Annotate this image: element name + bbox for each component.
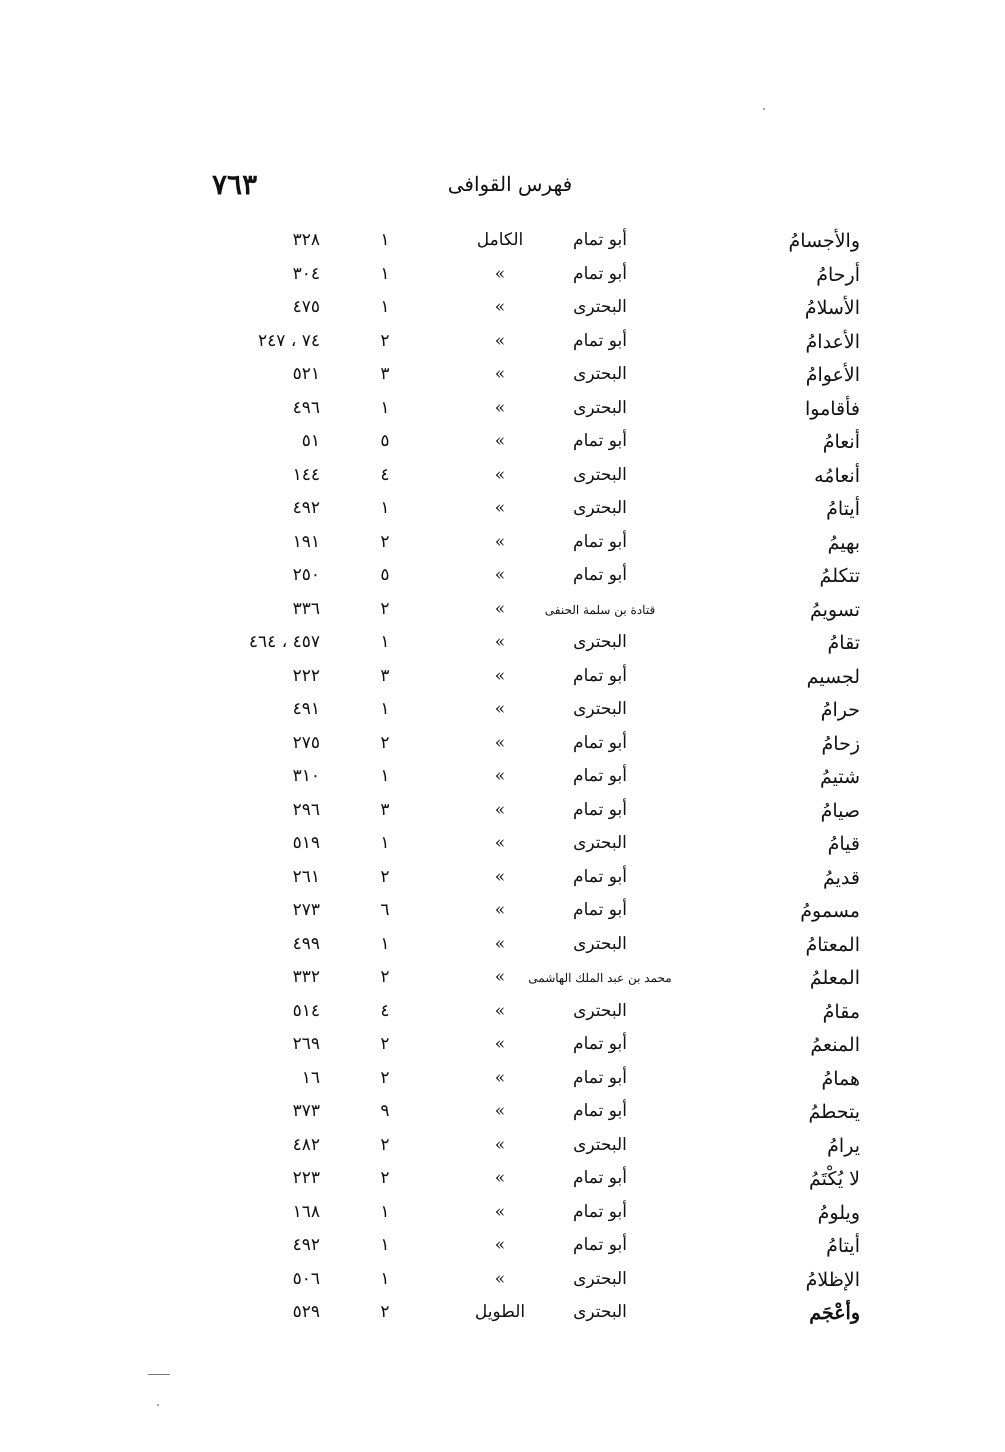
page-refs: ٢٦٩ (292, 1034, 320, 1054)
page-refs: ٢٧٥ (292, 732, 320, 753)
page-refs: ٤٨٢ (292, 1134, 320, 1155)
table-row (200, 1164, 860, 1198)
meter-name: » (494, 498, 506, 518)
meter-name: » (494, 933, 506, 954)
poet-name: أبو تمام (573, 665, 627, 686)
page-number: ٧٦٣ (212, 168, 258, 201)
verse-count: ٣ (380, 665, 390, 686)
poet-name: أبو تمام (573, 230, 627, 250)
verse-count: ٢ (380, 1134, 390, 1155)
table-row (200, 293, 860, 327)
verse-count: ٢ (380, 1168, 390, 1188)
table-row (200, 461, 860, 495)
poet-name: أبو تمام (573, 1168, 627, 1188)
verse-count: ٩ (380, 1101, 390, 1121)
table-row (200, 427, 860, 461)
meter-name: » (494, 1134, 506, 1155)
page-refs: ٤٩٩ (292, 933, 320, 954)
meter-name: » (494, 464, 506, 485)
rhyme-word: يتحطمُ (808, 1101, 860, 1123)
table-row (200, 528, 860, 562)
poet-name: أبو تمام (573, 1101, 627, 1121)
rhyme-word: المعتامُ (805, 933, 860, 956)
rhyme-word: فأقاموا (804, 397, 860, 420)
page-refs: ٤٩٢ (292, 1235, 320, 1255)
meter-name: » (494, 1067, 506, 1088)
verse-count: ١ (380, 498, 390, 518)
page-refs: ٤٩٦ (292, 397, 320, 418)
meter-name: » (494, 1000, 506, 1021)
poet-name: البحترى (573, 833, 627, 853)
verse-count: ٢ (380, 1067, 390, 1088)
verse-count: ١ (380, 699, 390, 719)
meter-name: الكامل (476, 230, 524, 250)
rhyme-word: أيتامُ (826, 1235, 860, 1257)
poet-name: البحترى (573, 397, 627, 418)
page-refs: ٢٢٢ (292, 665, 320, 686)
page-refs: ٥٢٩ (292, 1302, 320, 1322)
speck-mark (157, 1404, 159, 1406)
rhyme-word: تسويمُ (810, 598, 860, 621)
poet-name: البحترى (573, 1000, 627, 1021)
verse-count: ٥ (380, 565, 390, 585)
meter-name: » (494, 1101, 506, 1121)
poet-name: البحترى (573, 933, 627, 954)
table-row (200, 662, 860, 696)
meter-name: » (494, 598, 506, 619)
poet-name: أبو تمام (573, 1235, 627, 1255)
table-row (200, 327, 860, 361)
rhyme-word: الإظلامُ (805, 1268, 860, 1291)
verse-count: ١ (380, 766, 390, 786)
rhyme-word: قيامُ (827, 833, 860, 855)
verse-count: ١ (380, 230, 390, 250)
rhyme-word: بهيمُ (827, 531, 860, 554)
page-refs: ١٦٨ (292, 1201, 320, 1222)
page-refs: ١٩١ (292, 531, 320, 552)
table-row (200, 394, 860, 428)
rhyme-word: لجسيم (806, 665, 860, 688)
meter-name: » (494, 1201, 506, 1222)
rhyme-word: تتكلمُ (819, 565, 860, 587)
meter-name: » (494, 297, 506, 317)
poet-name: أبو تمام (573, 431, 627, 451)
page-refs: ١٤٤ (292, 464, 320, 485)
meter-name: » (494, 699, 506, 719)
rhyme-word: قديمُ (823, 866, 860, 889)
verse-count: ٦ (380, 900, 390, 920)
poet-name: أبو تمام (573, 263, 627, 284)
meter-name: » (494, 967, 506, 987)
table-row (200, 1298, 860, 1332)
poet-name: البحترى (573, 364, 627, 384)
poet-name: أبو تمام (573, 799, 627, 820)
table-row (200, 930, 860, 964)
meter-name: » (494, 364, 506, 384)
page-refs: ٢٥٠ (292, 565, 320, 585)
meter-name: » (494, 263, 506, 284)
poet-name: البحترى (573, 632, 627, 652)
poet-name: البحترى (573, 464, 627, 485)
poet-name: البحترى (573, 297, 627, 317)
table-row (200, 796, 860, 830)
rhyme-word: المعلمُ (809, 967, 860, 989)
meter-name: » (494, 1268, 506, 1289)
verse-count: ١ (380, 833, 390, 853)
verse-count: ١ (380, 297, 390, 317)
table-row (200, 595, 860, 629)
meter-name: » (494, 732, 506, 753)
table-row (200, 695, 860, 729)
table-row (200, 997, 860, 1031)
table-row (200, 1265, 860, 1299)
poet-name: أبو تمام (573, 531, 627, 552)
page-refs: ٢٢٣ (292, 1168, 320, 1188)
verse-count: ٢ (380, 1302, 390, 1322)
page-refs: ٤٩١ (292, 699, 320, 719)
meter-name: » (494, 766, 506, 786)
poet-name: محمد بن عبد الملك الهاشمى (528, 971, 672, 985)
verse-count: ٤ (380, 464, 390, 485)
verse-count: ٢ (380, 330, 390, 351)
table-row (200, 1030, 860, 1064)
poet-name: قتادة بن سلمة الحنفى (544, 602, 656, 617)
poet-name: البحترى (573, 1268, 627, 1289)
poet-name: البحترى (573, 699, 627, 719)
table-row (200, 863, 860, 897)
meter-name: » (494, 866, 506, 887)
verse-count: ١ (380, 1268, 390, 1289)
meter-name: » (494, 431, 506, 451)
rhyme-word: أنعامُه (814, 464, 860, 487)
table-row (200, 260, 860, 294)
poet-name: البحترى (573, 1302, 627, 1322)
table-row (200, 494, 860, 528)
verse-count: ٢ (380, 598, 390, 619)
table-row (200, 1131, 860, 1165)
poet-name: أبو تمام (573, 1067, 627, 1088)
table-row (200, 896, 860, 930)
rhyme-word: تقامُ (827, 632, 860, 654)
verse-count: ٤ (380, 1000, 390, 1021)
table-row (200, 1198, 860, 1232)
page-refs: ٥٢١ (292, 364, 320, 384)
verse-count: ١ (380, 397, 390, 418)
rhyme-word: يرامُ (827, 1134, 860, 1157)
rhyme-word: شتيمُ (819, 766, 860, 788)
page-refs: ١٦ (301, 1067, 320, 1088)
poet-name: البحترى (573, 1134, 627, 1155)
meter-name: » (494, 900, 506, 920)
page-refs: ٥١٩ (292, 833, 320, 853)
verse-count: ٢ (380, 732, 390, 753)
rhyme-word: صيامُ (820, 799, 860, 822)
verse-count: ٥ (380, 431, 390, 451)
verse-count: ٢ (380, 866, 390, 887)
page-refs: ٤٧٥ (292, 297, 320, 317)
table-row (200, 1231, 860, 1265)
meter-name: » (494, 397, 506, 418)
rhyme-word: الأعوامُ (805, 364, 860, 386)
page-refs: ٣٢٨ (292, 230, 320, 250)
rhyme-word: والأجسامُ (788, 230, 860, 252)
verse-count: ٢ (380, 531, 390, 552)
verse-count: ١ (380, 1201, 390, 1222)
page-refs: ٤٥٧ ، ٤٦٤ (248, 632, 320, 652)
page-refs: ٤٩٢ (292, 498, 320, 518)
table-row (200, 226, 860, 260)
meter-name: » (494, 1034, 506, 1054)
rhyme-word: حرامُ (820, 699, 860, 721)
meter-name: » (494, 565, 506, 585)
rhyme-word: أرحامُ (816, 263, 860, 286)
rhyme-word: مقامُ (822, 1000, 860, 1023)
page-refs: ٥٠٦ (292, 1268, 320, 1289)
rhyme-word: أنعامُ (822, 431, 860, 453)
poet-name: أبو تمام (573, 900, 627, 920)
verse-count: ٢ (380, 1034, 390, 1054)
table-row (200, 360, 860, 394)
verse-count: ١ (380, 933, 390, 954)
rhyme-index-table (200, 226, 860, 1332)
rhyme-word: الأعدامُ (805, 330, 860, 353)
table-row (200, 1097, 860, 1131)
page-refs: ٥١٤ (292, 1000, 320, 1021)
page-refs: ٣٧٣ (292, 1101, 320, 1121)
page-refs: ٢٧٣ (292, 900, 320, 920)
rhyme-word: وأعْجَم (809, 1302, 860, 1324)
page-refs: ٥١ (301, 431, 320, 451)
poet-name: أبو تمام (573, 866, 627, 887)
poet-name: أبو تمام (573, 732, 627, 753)
verse-count: ٢ (380, 967, 390, 987)
poet-name: أبو تمام (573, 1034, 627, 1054)
rhyme-word: الأسلامُ (804, 297, 860, 319)
page-title: فهرس القوافى (447, 172, 573, 196)
rhyme-word: همامُ (821, 1067, 860, 1090)
meter-name: » (494, 330, 506, 351)
page-refs: ٣٣٢ (292, 967, 320, 987)
table-row (200, 762, 860, 796)
meter-name: » (494, 531, 506, 552)
poet-name: أبو تمام (573, 330, 627, 351)
page-refs: ٣١٠ (292, 766, 320, 786)
footer-rule (148, 1374, 170, 1375)
page-refs: ٧٤ ، ٢٤٧ (258, 330, 320, 351)
rhyme-word: لا يُكْتَمُ (808, 1168, 860, 1190)
verse-count: ١ (380, 263, 390, 284)
table-row (200, 729, 860, 763)
meter-name: » (494, 1235, 506, 1255)
table-row (200, 561, 860, 595)
verse-count: ١ (380, 632, 390, 652)
verse-count: ٣ (380, 364, 390, 384)
page-refs: ٣٣٦ (292, 598, 320, 619)
meter-name: » (494, 833, 506, 853)
rhyme-word: مسمومُ (800, 900, 860, 922)
verse-count: ١ (380, 1235, 390, 1255)
rhyme-word: المنعمُ (810, 1034, 860, 1056)
meter-name: » (494, 1168, 506, 1188)
rhyme-word: أيتامُ (826, 498, 860, 520)
meter-name: » (494, 665, 506, 686)
poet-name: أبو تمام (573, 766, 627, 786)
table-row (200, 829, 860, 863)
rhyme-word: ويلومُ (817, 1201, 860, 1224)
verse-count: ٣ (380, 799, 390, 820)
table-row (200, 963, 860, 997)
table-row (200, 1064, 860, 1098)
poet-name: أبو تمام (573, 565, 627, 585)
page-refs: ٢٩٦ (292, 799, 320, 820)
speck-mark (763, 108, 765, 110)
rhyme-word: زحامُ (821, 732, 860, 755)
meter-name: » (494, 632, 506, 652)
meter-name: » (494, 799, 506, 820)
poet-name: البحترى (573, 498, 627, 518)
page-refs: ٢٦١ (292, 866, 320, 887)
poet-name: أبو تمام (573, 1201, 627, 1222)
meter-name: الطويل (474, 1302, 526, 1322)
page-refs: ٣٠٤ (292, 263, 320, 284)
table-row (200, 628, 860, 662)
